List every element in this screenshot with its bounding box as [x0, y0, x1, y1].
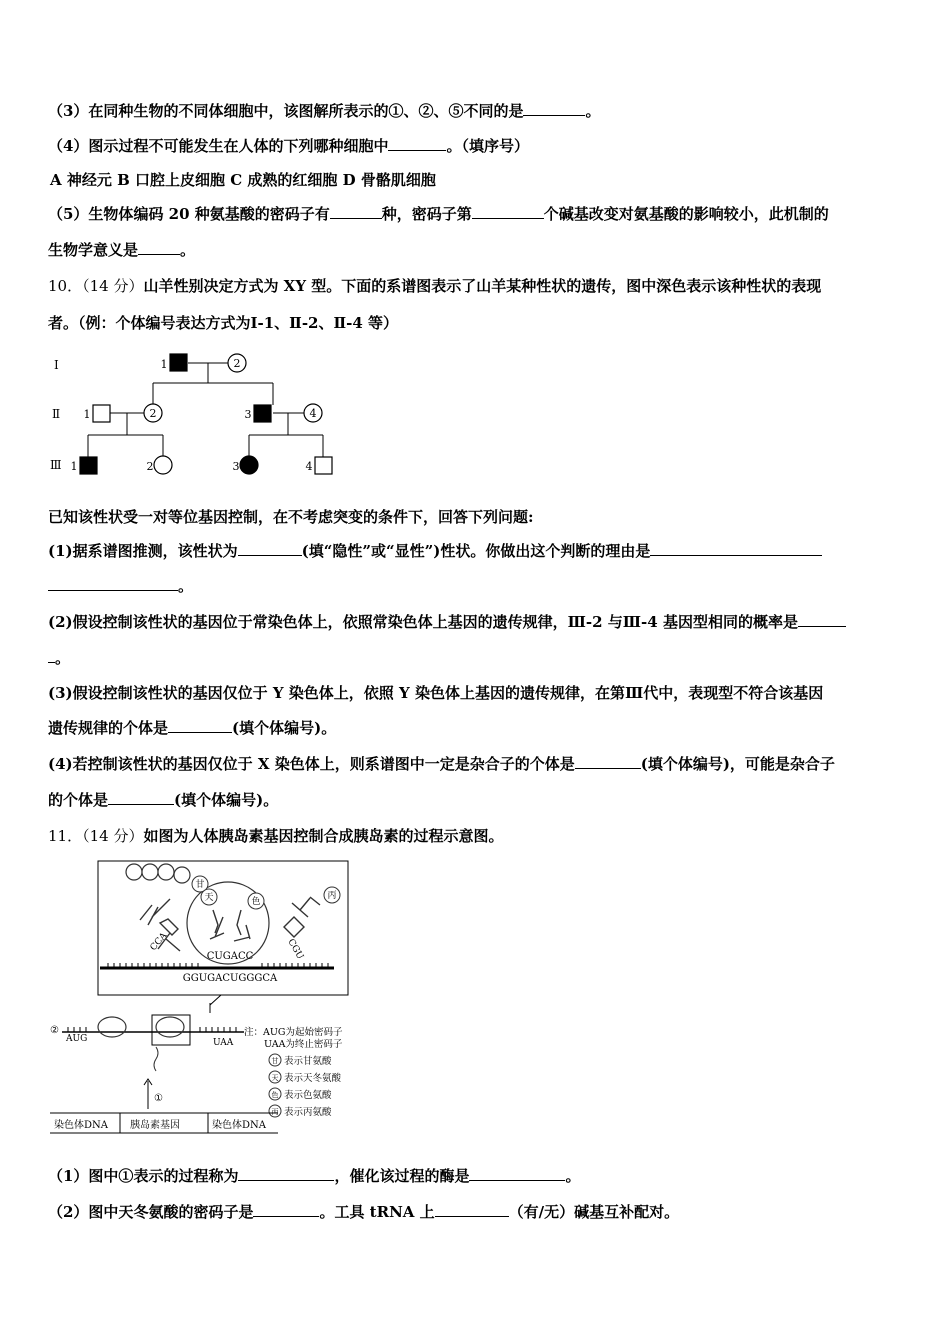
- q10-stem: 10．（14 分）山羊性别决定方式为 XY 型。下面的系谱图表示了山羊某种性状的遗传，图中深色表示该种性状的表现: [48, 277, 822, 295]
- dna-segment: 染色体DNA: [54, 1120, 108, 1131]
- label-1: ①: [154, 1093, 163, 1104]
- answer-blank[interactable]: [523, 101, 585, 116]
- dna-segment: 胰岛素基因: [130, 1120, 180, 1131]
- legend-aa: 甘: [271, 1057, 279, 1065]
- individual-number: 3: [244, 408, 252, 421]
- individual-number: 4: [305, 460, 313, 473]
- q11-s2: （2）图中天冬氨酸的密码子是 。工具 tRNA 上 （有/无）碱基互补配对。: [48, 1203, 680, 1221]
- q9-p5-cont: 生物学意义是 。: [48, 241, 196, 259]
- mrna-sequence: GGUGACUGGGCA: [182, 973, 278, 984]
- generation-label: Ⅲ: [50, 458, 62, 472]
- pedigree-male: [315, 457, 332, 474]
- pedigree-male: [93, 405, 110, 422]
- q9-p4: （4）图示过程不可能发生在人体的下列哪种细胞中 。（填序号）: [48, 137, 529, 155]
- q9-p5: （5）生物体编码 20 种氨基酸的密码子有 种，密码子第 个碱基改变对氨基酸的影响较小，此机制的: [48, 205, 829, 223]
- answer-blank[interactable]: [168, 718, 232, 733]
- q10-s3: (3)假设控制该性状的基因仅位于 Y 染色体上，依照 Y 染色体上基因的遗传规律，在第Ⅲ代中，表现型不符合该基因: [48, 684, 824, 702]
- note-start-codon: 注：AUG为起始密码子: [244, 1027, 343, 1038]
- individual-number: 2: [146, 460, 154, 473]
- individual-number: 2: [233, 357, 241, 370]
- legend-text: 表示丙氨酸: [284, 1107, 332, 1118]
- aa-label: 天: [204, 893, 214, 903]
- individual-number: 3: [232, 460, 240, 473]
- answer-blank[interactable]: [650, 541, 822, 556]
- individual-number: 1: [70, 460, 78, 473]
- legend-aa: 天: [271, 1074, 279, 1082]
- pedigree-chart: [40, 345, 360, 485]
- q10-s1-cont: 。: [48, 576, 193, 596]
- q10-s3-cont: 遗传规律的个体是 (填个体编号)。: [48, 719, 337, 737]
- pedigree-affected-male: [254, 405, 271, 422]
- answer-blank[interactable]: [48, 576, 178, 591]
- answer-blank[interactable]: [238, 1166, 334, 1181]
- answer-blank[interactable]: [435, 1202, 509, 1217]
- individual-number: 1: [160, 358, 168, 371]
- q10-s2-cont: 。: [48, 648, 70, 668]
- q10-s4-cont: 的个体是 (填个体编号)。: [48, 791, 279, 809]
- individual-number: 4: [309, 407, 317, 420]
- generation-label: Ⅱ: [52, 407, 61, 421]
- start-codon-label: AUG: [66, 1034, 88, 1044]
- answer-blank[interactable]: [48, 648, 55, 663]
- legend-aa: 丙: [271, 1108, 279, 1116]
- answer-blank[interactable]: [798, 612, 846, 627]
- q10-s2: (2)假设控制该性状的基因位于常染色体上，依照常染色体上基因的遗传规律，Ⅲ-2 与Ⅲ-4 基因型相同的概率是: [48, 612, 846, 632]
- legend-text: 表示天冬氨酸: [284, 1073, 342, 1084]
- legend-text: 表示色氨酸: [284, 1090, 332, 1101]
- q10-stem-cont: 者。（例：个体编号表达方式为Ⅰ-1、Ⅱ-2、Ⅱ-4 等）: [48, 314, 399, 332]
- answer-blank[interactable]: [472, 204, 544, 219]
- generation-label: Ⅰ: [54, 358, 59, 372]
- q9-options: A 神经元 B 口腔上皮细胞 C 成熟的红细胞 D 骨骼肌细胞: [50, 171, 436, 189]
- aa-label: 丙: [327, 891, 337, 901]
- codon-label: CUGACC: [206, 951, 254, 962]
- label-2: ②: [50, 1025, 59, 1036]
- answer-blank[interactable]: [138, 240, 180, 255]
- q10-intro: 已知该性状受一对等位基因控制，在不考虑突变的条件下，回答下列问题:: [48, 508, 534, 526]
- translation-diagram: [48, 855, 378, 1140]
- answer-blank[interactable]: [238, 541, 302, 556]
- q10-s1: (1)据系谱图推测，该性状为 (填“隐性”或“显性”)性状。你做出这个判断的理由是: [48, 541, 822, 561]
- individual-number: 1: [83, 408, 91, 421]
- pedigree-affected-male: [170, 354, 187, 371]
- answer-blank[interactable]: [253, 1202, 319, 1217]
- anticodon-label: CCA: [148, 930, 170, 953]
- pedigree-affected-male: [80, 457, 97, 474]
- anticodon-label: CGU: [285, 937, 305, 962]
- legend-text: 表示甘氨酸: [284, 1056, 332, 1067]
- stop-codon-label: UAA: [213, 1038, 234, 1048]
- q11-s1: （1）图中①表示的过程称为 ，催化该过程的酶是 。: [48, 1167, 581, 1185]
- answer-blank[interactable]: [469, 1166, 565, 1181]
- dna-segment: 染色体DNA: [212, 1120, 266, 1131]
- answer-blank[interactable]: [330, 204, 382, 219]
- answer-blank[interactable]: [575, 754, 641, 769]
- q11-stem: 11．（14 分）如图为人体胰岛素基因控制合成胰岛素的过程示意图。: [48, 827, 504, 845]
- legend-aa: 色: [271, 1091, 279, 1099]
- individual-number: 2: [149, 407, 157, 420]
- aa-label: 甘: [195, 880, 205, 890]
- q10-s4: (4)若控制该性状的基因仅位于 X 染色体上，则系谱图中一定是杂合子的个体是 (填个体编号)，可能是杂合子: [48, 755, 835, 773]
- answer-blank[interactable]: [388, 136, 446, 151]
- note-stop-codon: UAA为终止密码子: [264, 1039, 343, 1050]
- pedigree-affected-female: [240, 456, 258, 474]
- aa-label: 色: [251, 897, 261, 907]
- pedigree-female: [154, 456, 172, 474]
- answer-blank[interactable]: [108, 790, 174, 805]
- q9-p3: （3）在同种生物的不同体细胞中，该图解所表示的①、②、⑤不同的是 。: [48, 102, 601, 120]
